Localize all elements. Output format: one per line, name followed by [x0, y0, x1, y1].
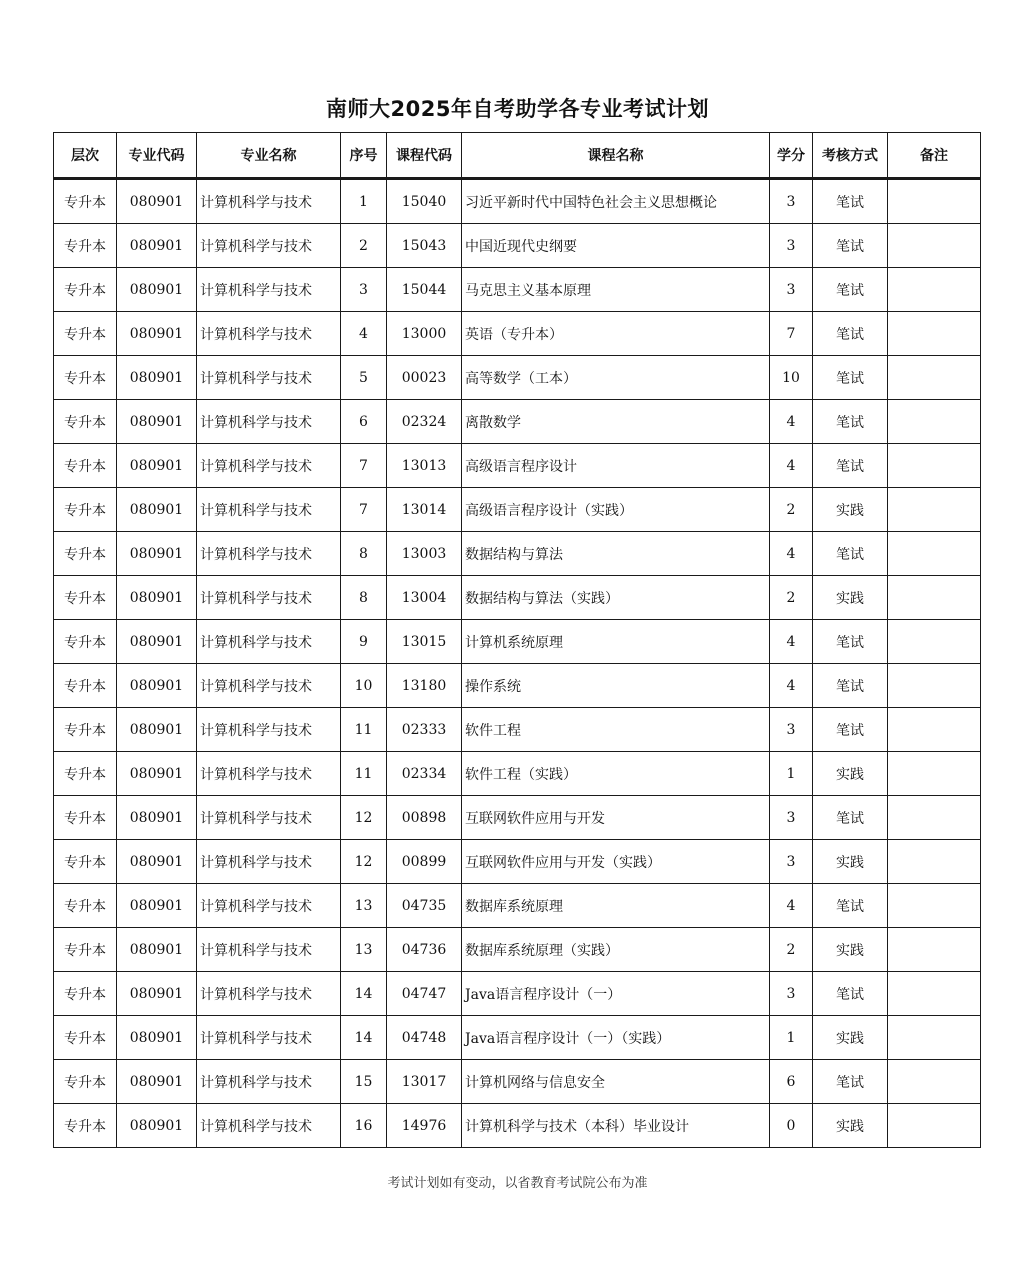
cell-major-name: 计算机科学与技术 — [197, 752, 341, 796]
header-course-name: 课程名称 — [462, 133, 770, 179]
cell-course-code: 15040 — [387, 179, 462, 224]
cell-course-name: 数据库系统原理 — [462, 884, 770, 928]
cell-level: 专升本 — [54, 488, 117, 532]
table-row — [54, 796, 981, 840]
cell-major-code: 080901 — [117, 708, 197, 752]
header-row — [54, 133, 981, 179]
cell-major-name: 计算机科学与技术 — [197, 884, 341, 928]
cell-major-code: 080901 — [117, 620, 197, 664]
cell-major-code: 080901 — [117, 752, 197, 796]
cell-seq: 5 — [341, 356, 387, 400]
cell-seq: 11 — [341, 752, 387, 796]
cell-exam-type: 实践 — [813, 488, 888, 532]
cell-course-code: 13013 — [387, 444, 462, 488]
cell-level: 专升本 — [54, 972, 117, 1016]
cell-seq: 13 — [341, 928, 387, 972]
cell-credit: 4 — [770, 664, 813, 708]
cell-remark — [888, 532, 981, 576]
cell-remark — [888, 576, 981, 620]
cell-major-name: 计算机科学与技术 — [197, 488, 341, 532]
exam-plan-table — [53, 132, 981, 1148]
header-remark: 备注 — [888, 133, 981, 179]
cell-major-name: 计算机科学与技术 — [197, 928, 341, 972]
cell-course-name: 马克思主义基本原理 — [462, 268, 770, 312]
cell-major-code: 080901 — [117, 1016, 197, 1060]
cell-seq: 8 — [341, 532, 387, 576]
cell-exam-type: 笔试 — [813, 1060, 888, 1104]
cell-course-name: 数据结构与算法 — [462, 532, 770, 576]
cell-credit: 4 — [770, 620, 813, 664]
header-seq: 序号 — [341, 133, 387, 179]
cell-course-code: 15044 — [387, 268, 462, 312]
cell-course-name: 计算机系统原理 — [462, 620, 770, 664]
cell-exam-type: 笔试 — [813, 708, 888, 752]
cell-remark — [888, 179, 981, 224]
cell-credit: 1 — [770, 1016, 813, 1060]
cell-remark — [888, 356, 981, 400]
cell-course-name: 习近平新时代中国特色社会主义思想概论 — [462, 179, 770, 224]
cell-course-code: 02333 — [387, 708, 462, 752]
cell-major-name: 计算机科学与技术 — [197, 840, 341, 884]
cell-course-code: 13180 — [387, 664, 462, 708]
cell-course-name: 数据结构与算法（实践） — [462, 576, 770, 620]
cell-major-code: 080901 — [117, 268, 197, 312]
cell-remark — [888, 752, 981, 796]
table-body — [54, 179, 981, 1148]
table-row — [54, 179, 981, 224]
cell-credit: 2 — [770, 488, 813, 532]
table-row — [54, 664, 981, 708]
cell-course-code: 13004 — [387, 576, 462, 620]
cell-level: 专升本 — [54, 1104, 117, 1148]
cell-remark — [888, 1016, 981, 1060]
cell-major-name: 计算机科学与技术 — [197, 224, 341, 268]
cell-course-name: 计算机网络与信息安全 — [462, 1060, 770, 1104]
cell-seq: 3 — [341, 268, 387, 312]
cell-course-name: 互联网软件应用与开发（实践） — [462, 840, 770, 884]
cell-remark — [888, 1060, 981, 1104]
cell-level: 专升本 — [54, 752, 117, 796]
cell-course-name: 计算机科学与技术（本科）毕业设计 — [462, 1104, 770, 1148]
cell-credit: 2 — [770, 928, 813, 972]
cell-course-name: Java语言程序设计（一） — [462, 972, 770, 1016]
header-major-code: 专业代码 — [117, 133, 197, 179]
cell-course-name: 高级语言程序设计 — [462, 444, 770, 488]
cell-remark — [888, 224, 981, 268]
cell-credit: 2 — [770, 576, 813, 620]
table-row — [54, 884, 981, 928]
cell-course-name: 高等数学（工本） — [462, 356, 770, 400]
cell-exam-type: 笔试 — [813, 312, 888, 356]
table-row — [54, 532, 981, 576]
cell-major-name: 计算机科学与技术 — [197, 400, 341, 444]
cell-level: 专升本 — [54, 1016, 117, 1060]
cell-credit: 0 — [770, 1104, 813, 1148]
cell-major-code: 080901 — [117, 400, 197, 444]
cell-exam-type: 笔试 — [813, 532, 888, 576]
table-row — [54, 488, 981, 532]
cell-course-code: 04735 — [387, 884, 462, 928]
table-row — [54, 620, 981, 664]
cell-credit: 3 — [770, 972, 813, 1016]
cell-major-code: 080901 — [117, 928, 197, 972]
cell-seq: 1 — [341, 179, 387, 224]
cell-credit: 10 — [770, 356, 813, 400]
cell-major-name: 计算机科学与技术 — [197, 972, 341, 1016]
cell-course-code: 04747 — [387, 972, 462, 1016]
table-row — [54, 840, 981, 884]
cell-remark — [888, 664, 981, 708]
cell-level: 专升本 — [54, 356, 117, 400]
cell-level: 专升本 — [54, 664, 117, 708]
cell-major-code: 080901 — [117, 179, 197, 224]
table-row — [54, 752, 981, 796]
cell-credit: 4 — [770, 532, 813, 576]
cell-credit: 4 — [770, 884, 813, 928]
cell-exam-type: 实践 — [813, 1104, 888, 1148]
cell-course-code: 13000 — [387, 312, 462, 356]
cell-course-code: 00899 — [387, 840, 462, 884]
cell-course-code: 02334 — [387, 752, 462, 796]
cell-course-code: 13003 — [387, 532, 462, 576]
cell-major-name: 计算机科学与技术 — [197, 708, 341, 752]
cell-course-code: 02324 — [387, 400, 462, 444]
cell-major-code: 080901 — [117, 488, 197, 532]
cell-level: 专升本 — [54, 312, 117, 356]
header-level: 层次 — [54, 133, 117, 179]
cell-level: 专升本 — [54, 532, 117, 576]
cell-course-name: 高级语言程序设计（实践） — [462, 488, 770, 532]
cell-seq: 14 — [341, 972, 387, 1016]
cell-remark — [888, 400, 981, 444]
cell-course-code: 00898 — [387, 796, 462, 840]
cell-major-name: 计算机科学与技术 — [197, 179, 341, 224]
cell-course-name: 互联网软件应用与开发 — [462, 796, 770, 840]
cell-seq: 7 — [341, 444, 387, 488]
cell-course-name: 操作系统 — [462, 664, 770, 708]
cell-exam-type: 实践 — [813, 1016, 888, 1060]
cell-major-code: 080901 — [117, 1104, 197, 1148]
cell-course-name: 离散数学 — [462, 400, 770, 444]
cell-remark — [888, 708, 981, 752]
cell-exam-type: 笔试 — [813, 444, 888, 488]
table-row — [54, 356, 981, 400]
cell-major-name: 计算机科学与技术 — [197, 532, 341, 576]
cell-level: 专升本 — [54, 928, 117, 972]
cell-seq: 9 — [341, 620, 387, 664]
cell-major-code: 080901 — [117, 972, 197, 1016]
cell-course-name: 英语（专升本） — [462, 312, 770, 356]
cell-seq: 12 — [341, 796, 387, 840]
cell-exam-type: 笔试 — [813, 796, 888, 840]
cell-major-name: 计算机科学与技术 — [197, 312, 341, 356]
cell-course-name: 软件工程（实践） — [462, 752, 770, 796]
cell-level: 专升本 — [54, 224, 117, 268]
cell-exam-type: 实践 — [813, 840, 888, 884]
cell-level: 专升本 — [54, 1060, 117, 1104]
cell-credit: 4 — [770, 400, 813, 444]
page-title: 南师大2025年自考助学各专业考试计划 — [326, 97, 709, 121]
cell-exam-type: 笔试 — [813, 884, 888, 928]
cell-major-code: 080901 — [117, 224, 197, 268]
cell-course-code: 14976 — [387, 1104, 462, 1148]
cell-credit: 1 — [770, 752, 813, 796]
table-row — [54, 1016, 981, 1060]
table-row — [54, 400, 981, 444]
table-row — [54, 1060, 981, 1104]
cell-remark — [888, 928, 981, 972]
cell-exam-type: 笔试 — [813, 620, 888, 664]
table-row — [54, 972, 981, 1016]
cell-major-code: 080901 — [117, 532, 197, 576]
cell-major-code: 080901 — [117, 312, 197, 356]
cell-seq: 7 — [341, 488, 387, 532]
cell-remark — [888, 1104, 981, 1148]
cell-remark — [888, 884, 981, 928]
table-row — [54, 1104, 981, 1148]
cell-credit: 4 — [770, 444, 813, 488]
cell-major-name: 计算机科学与技术 — [197, 576, 341, 620]
cell-exam-type: 实践 — [813, 576, 888, 620]
cell-major-code: 080901 — [117, 664, 197, 708]
cell-seq: 11 — [341, 708, 387, 752]
table-row — [54, 312, 981, 356]
cell-seq: 15 — [341, 1060, 387, 1104]
cell-major-code: 080901 — [117, 576, 197, 620]
cell-major-name: 计算机科学与技术 — [197, 1016, 341, 1060]
cell-credit: 3 — [770, 268, 813, 312]
cell-exam-type: 实践 — [813, 928, 888, 972]
cell-major-code: 080901 — [117, 840, 197, 884]
cell-remark — [888, 444, 981, 488]
table-row — [54, 576, 981, 620]
cell-major-name: 计算机科学与技术 — [197, 444, 341, 488]
cell-seq: 12 — [341, 840, 387, 884]
cell-seq: 8 — [341, 576, 387, 620]
cell-major-code: 080901 — [117, 1060, 197, 1104]
cell-exam-type: 实践 — [813, 752, 888, 796]
cell-major-name: 计算机科学与技术 — [197, 620, 341, 664]
cell-level: 专升本 — [54, 400, 117, 444]
header-exam-type: 考核方式 — [813, 133, 888, 179]
cell-course-name: 软件工程 — [462, 708, 770, 752]
cell-credit: 3 — [770, 179, 813, 224]
cell-level: 专升本 — [54, 620, 117, 664]
table-row — [54, 708, 981, 752]
cell-major-name: 计算机科学与技术 — [197, 356, 341, 400]
cell-credit: 3 — [770, 840, 813, 884]
cell-seq: 2 — [341, 224, 387, 268]
cell-level: 专升本 — [54, 268, 117, 312]
cell-course-code: 15043 — [387, 224, 462, 268]
cell-major-name: 计算机科学与技术 — [197, 268, 341, 312]
cell-remark — [888, 972, 981, 1016]
table-row — [54, 928, 981, 972]
cell-major-name: 计算机科学与技术 — [197, 1060, 341, 1104]
cell-course-code: 04748 — [387, 1016, 462, 1060]
header-credit: 学分 — [770, 133, 813, 179]
cell-course-code: 00023 — [387, 356, 462, 400]
cell-seq: 14 — [341, 1016, 387, 1060]
cell-seq: 16 — [341, 1104, 387, 1148]
cell-remark — [888, 796, 981, 840]
cell-course-code: 13015 — [387, 620, 462, 664]
header-course-code: 课程代码 — [387, 133, 462, 179]
cell-remark — [888, 488, 981, 532]
cell-exam-type: 笔试 — [813, 268, 888, 312]
cell-major-code: 080901 — [117, 356, 197, 400]
cell-exam-type: 笔试 — [813, 664, 888, 708]
cell-level: 专升本 — [54, 840, 117, 884]
cell-exam-type: 笔试 — [813, 400, 888, 444]
cell-seq: 13 — [341, 884, 387, 928]
cell-major-name: 计算机科学与技术 — [197, 796, 341, 840]
cell-level: 专升本 — [54, 444, 117, 488]
cell-seq: 4 — [341, 312, 387, 356]
cell-course-name: 中国近现代史纲要 — [462, 224, 770, 268]
cell-credit: 3 — [770, 224, 813, 268]
cell-course-name: Java语言程序设计（一）（实践） — [462, 1016, 770, 1060]
cell-credit: 6 — [770, 1060, 813, 1104]
cell-course-code: 13017 — [387, 1060, 462, 1104]
cell-remark — [888, 268, 981, 312]
cell-seq: 10 — [341, 664, 387, 708]
cell-credit: 7 — [770, 312, 813, 356]
cell-remark — [888, 620, 981, 664]
cell-credit: 3 — [770, 708, 813, 752]
cell-major-code: 080901 — [117, 796, 197, 840]
cell-remark — [888, 840, 981, 884]
cell-level: 专升本 — [54, 179, 117, 224]
cell-credit: 3 — [770, 796, 813, 840]
cell-remark — [888, 312, 981, 356]
cell-level: 专升本 — [54, 796, 117, 840]
cell-course-name: 数据库系统原理（实践） — [462, 928, 770, 972]
cell-exam-type: 笔试 — [813, 224, 888, 268]
cell-level: 专升本 — [54, 884, 117, 928]
cell-level: 专升本 — [54, 576, 117, 620]
cell-level: 专升本 — [54, 708, 117, 752]
cell-exam-type: 笔试 — [813, 972, 888, 1016]
cell-seq: 6 — [341, 400, 387, 444]
table-row — [54, 444, 981, 488]
cell-exam-type: 笔试 — [813, 356, 888, 400]
table-row — [54, 268, 981, 312]
table-row — [54, 224, 981, 268]
cell-major-code: 080901 — [117, 884, 197, 928]
cell-major-name: 计算机科学与技术 — [197, 1104, 341, 1148]
footer-note: 考试计划如有变动，以省教育考试院公布为准 — [387, 1176, 648, 1191]
cell-course-code: 04736 — [387, 928, 462, 972]
header-major-name: 专业名称 — [197, 133, 341, 179]
cell-exam-type: 笔试 — [813, 179, 888, 224]
cell-course-code: 13014 — [387, 488, 462, 532]
cell-major-name: 计算机科学与技术 — [197, 664, 341, 708]
cell-major-code: 080901 — [117, 444, 197, 488]
